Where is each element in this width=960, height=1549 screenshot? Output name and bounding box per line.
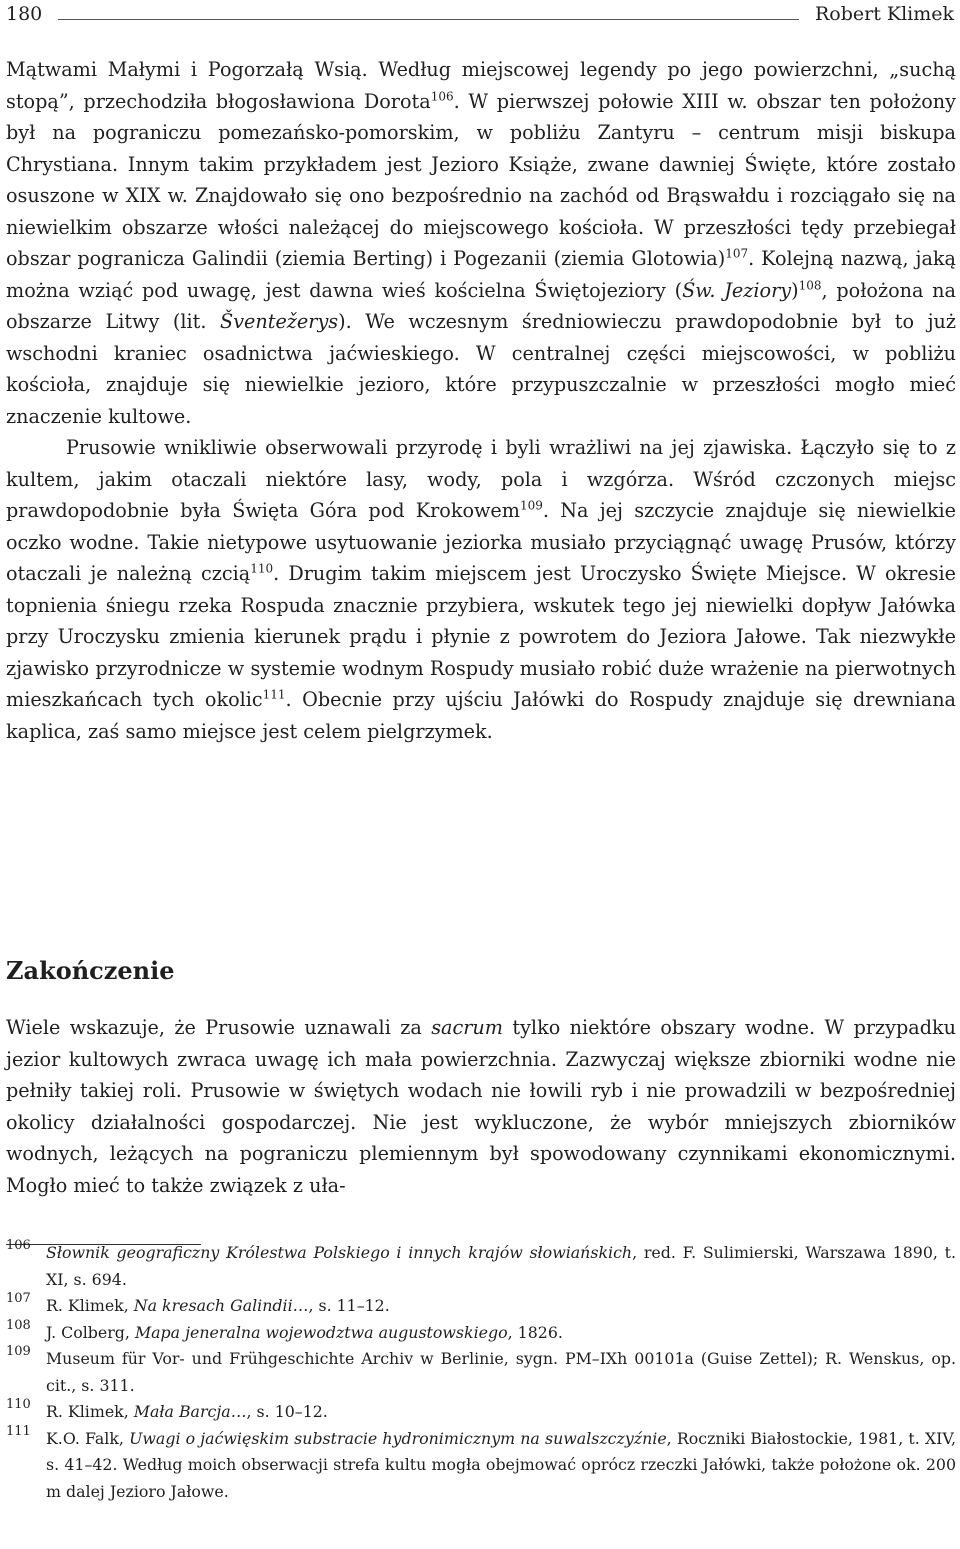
footnote-108 xyxy=(6,1317,956,1347)
footnote-number: 106 xyxy=(6,1238,31,1253)
footnote-ref-110[interactable]: 110 xyxy=(250,561,274,576)
italic-title: Mała Barcja… xyxy=(133,1402,247,1421)
header-rule xyxy=(58,19,799,20)
text-span: , położona na obszarze Litwy (lit. xyxy=(6,278,956,333)
italic-title: Na kresach Galindii… xyxy=(133,1296,309,1315)
page-number: 180 xyxy=(6,3,43,25)
footnote-number: 108 xyxy=(6,1317,31,1333)
footnote-111 xyxy=(6,1423,956,1506)
footnote-number: 109 xyxy=(6,1344,31,1359)
paragraph-1 xyxy=(6,54,956,432)
text-span: R. Klimek, xyxy=(46,1296,134,1315)
italic-term: sacrum xyxy=(431,1016,503,1039)
footnote-109 xyxy=(6,1346,956,1399)
text-span: , s. 11–12. xyxy=(308,1296,390,1315)
footnote-106 xyxy=(6,1240,956,1293)
text-span: Museum für Vor- und Frühgeschichte Archiv w Berlinie, sygn. PM–IXh 00101a (Guise Zettel); R. Wenskus, op. cit., s. 311. xyxy=(46,1349,956,1395)
footnote-107 xyxy=(6,1293,956,1320)
paragraph-2 xyxy=(6,432,956,747)
text-span: Wiele wskazuje, że Prusowie uznawali za xyxy=(6,1016,432,1039)
text-span: , s. 10–12. xyxy=(246,1402,328,1421)
footnote-110 xyxy=(6,1399,956,1426)
text-span: . Na jej szczycie znajduje się niewielkie oczko wodne. Takie nietypowe usytuowanie jeziorka musiało przyciągnąć uwagę Prusów, którzy otaczali je należną czcią xyxy=(6,499,956,585)
text-span: R. Klimek, xyxy=(46,1402,134,1421)
italic-name: Św. Jeziory xyxy=(682,278,792,302)
text-span: ). We wczesnym średniowieczu prawdopodobnie był to już wschodni kraniec osadnictwa jaćwieskiego. W centralnej części miejscowości, w pobliżu kościoła, znajduje się niewielkie jezioro, które przypuszczalnie w przeszłości mogło mieć znaczenie kultowe. xyxy=(6,310,956,428)
text-span: , 1826. xyxy=(507,1322,563,1342)
footnote-number: 111 xyxy=(6,1423,31,1439)
section-heading: Zakończenie xyxy=(6,956,175,985)
running-header xyxy=(6,0,954,28)
conclusion-paragraph xyxy=(6,1012,956,1201)
text-span: Mątwami Małymi i Pogorzałą Wsią. Według miejscowej legendy po jego powierzchni, „suchą stopą”, przechodziła błogosławiona Dorota xyxy=(6,58,956,113)
footnotes xyxy=(6,1240,956,1505)
footnote-number: 107 xyxy=(6,1291,31,1306)
footnote-ref-106[interactable]: 106 xyxy=(430,89,454,104)
italic-name: Šventežerys xyxy=(220,310,339,333)
main-text xyxy=(6,54,956,747)
text-span: . Kolejną nazwą, jaką można wziąć pod uwagę, jest dawna wieś kościelna Świętojeziory ( xyxy=(6,247,956,302)
footnote-ref-111[interactable]: 111 xyxy=(262,687,286,702)
text-span: , red. F. Sulimierski, Warszawa 1890, t. XI, s. 694. xyxy=(46,1243,956,1289)
text-span: J. Colberg, xyxy=(46,1322,135,1342)
italic-title: Mapa jeneralna wojewodztwa augustowskiego xyxy=(134,1322,508,1342)
footnote-ref-107[interactable]: 107 xyxy=(725,246,749,261)
footnote-number: 110 xyxy=(6,1397,31,1412)
text-span: . Drugim takim miejscem jest Uroczysko Święte Miejsce. W okresie topnienia śniegu rzeka Rospuda znacznie przybiera, wskutek tego jej niewielki dopływ Jałówka przy Uroczysku zmienia kierunek prądu i płynie z powrotem do Jeziora Jałowe. Tak niezwykłe zjawisko przyrodnicze w systemie wodnym Rospudy musiało robić duże wrażenie na pierwotnych mieszkańcach tych okolic xyxy=(6,562,956,711)
running-author: Robert Klimek xyxy=(814,3,954,25)
text-span: . Obecnie przy ujściu Jałówki do Rospudy znajduje się drewniana kaplica, zaś samo miejsce jest celem pielgrzymek. xyxy=(6,688,956,743)
text-span: . W pierwszej połowie XIII w. obszar ten położony był na pograniczu pomezańsko-pomorskim, w pobliżu Zantyru – centrum misji biskupa Chrystiana. Innym takim przykładem jest Jezioro Książe, zwane dawniej Święte, które zostało osuszone w XIX w. Znajdowało się ono bezpośrednio na zachód od Brąswałdu i rozciągało się na niewielkim obszarze włości należącej do miejscowego kościoła. W przeszłości tędy przebiegał obszar pogranicza Galindii (ziemia Berting) i Pogezanii (ziemia Glotowia) xyxy=(6,89,956,270)
text-span: , Roczniki Białostockie, 1981, t. XIV, s. 41–42. Według moich obserwacji strefa kultu mogła obejmować oprócz rzeczki Jałówki, także położone ok. 200 m dalej Jezioro Jałowe. xyxy=(46,1428,956,1501)
italic-title: Uwagi o jaćwięskim substracie hydronimicznym na suwalszczyźnie xyxy=(129,1428,667,1448)
text-span: ) xyxy=(791,278,799,302)
footnote-ref-109[interactable]: 109 xyxy=(520,498,543,513)
footnote-ref-108[interactable]: 108 xyxy=(798,278,822,293)
italic-title: Słownik geograficzny Królestwa Polskiego i innych krajów słowiańskich xyxy=(46,1243,633,1262)
text-span: Prusowie wnikliwie obserwowali przyrodę i byli wrażliwi na jej zjawiska. Łączyło się to z kultem, jakim otaczali niektóre lasy, wody, pola i wzgórza. Wśród czczonych miejsc prawdopodobnie była Święta Góra pod Krokowem xyxy=(6,436,956,522)
text-span: tylko niektóre obszary wodne. W przypadku jezior kultowych zwraca uwagę ich mała powierzchnia. Zazwyczaj większe zbiorniki wodne nie pełniły takiej roli. Prusowie w świętych wodach nie łowili ryb i nie prowadzili w bezpośredniej okolicy działalności gospodarczej. Nie jest wykluczone, że wybór mniejszych zbiorników wodnych, leżących na pograniczu plemiennym był spowodowany czynnikami ekonomicznymi. Mogło mieć to także związek z uła- xyxy=(6,1016,956,1197)
text-span: K.O. Falk, xyxy=(46,1428,130,1448)
